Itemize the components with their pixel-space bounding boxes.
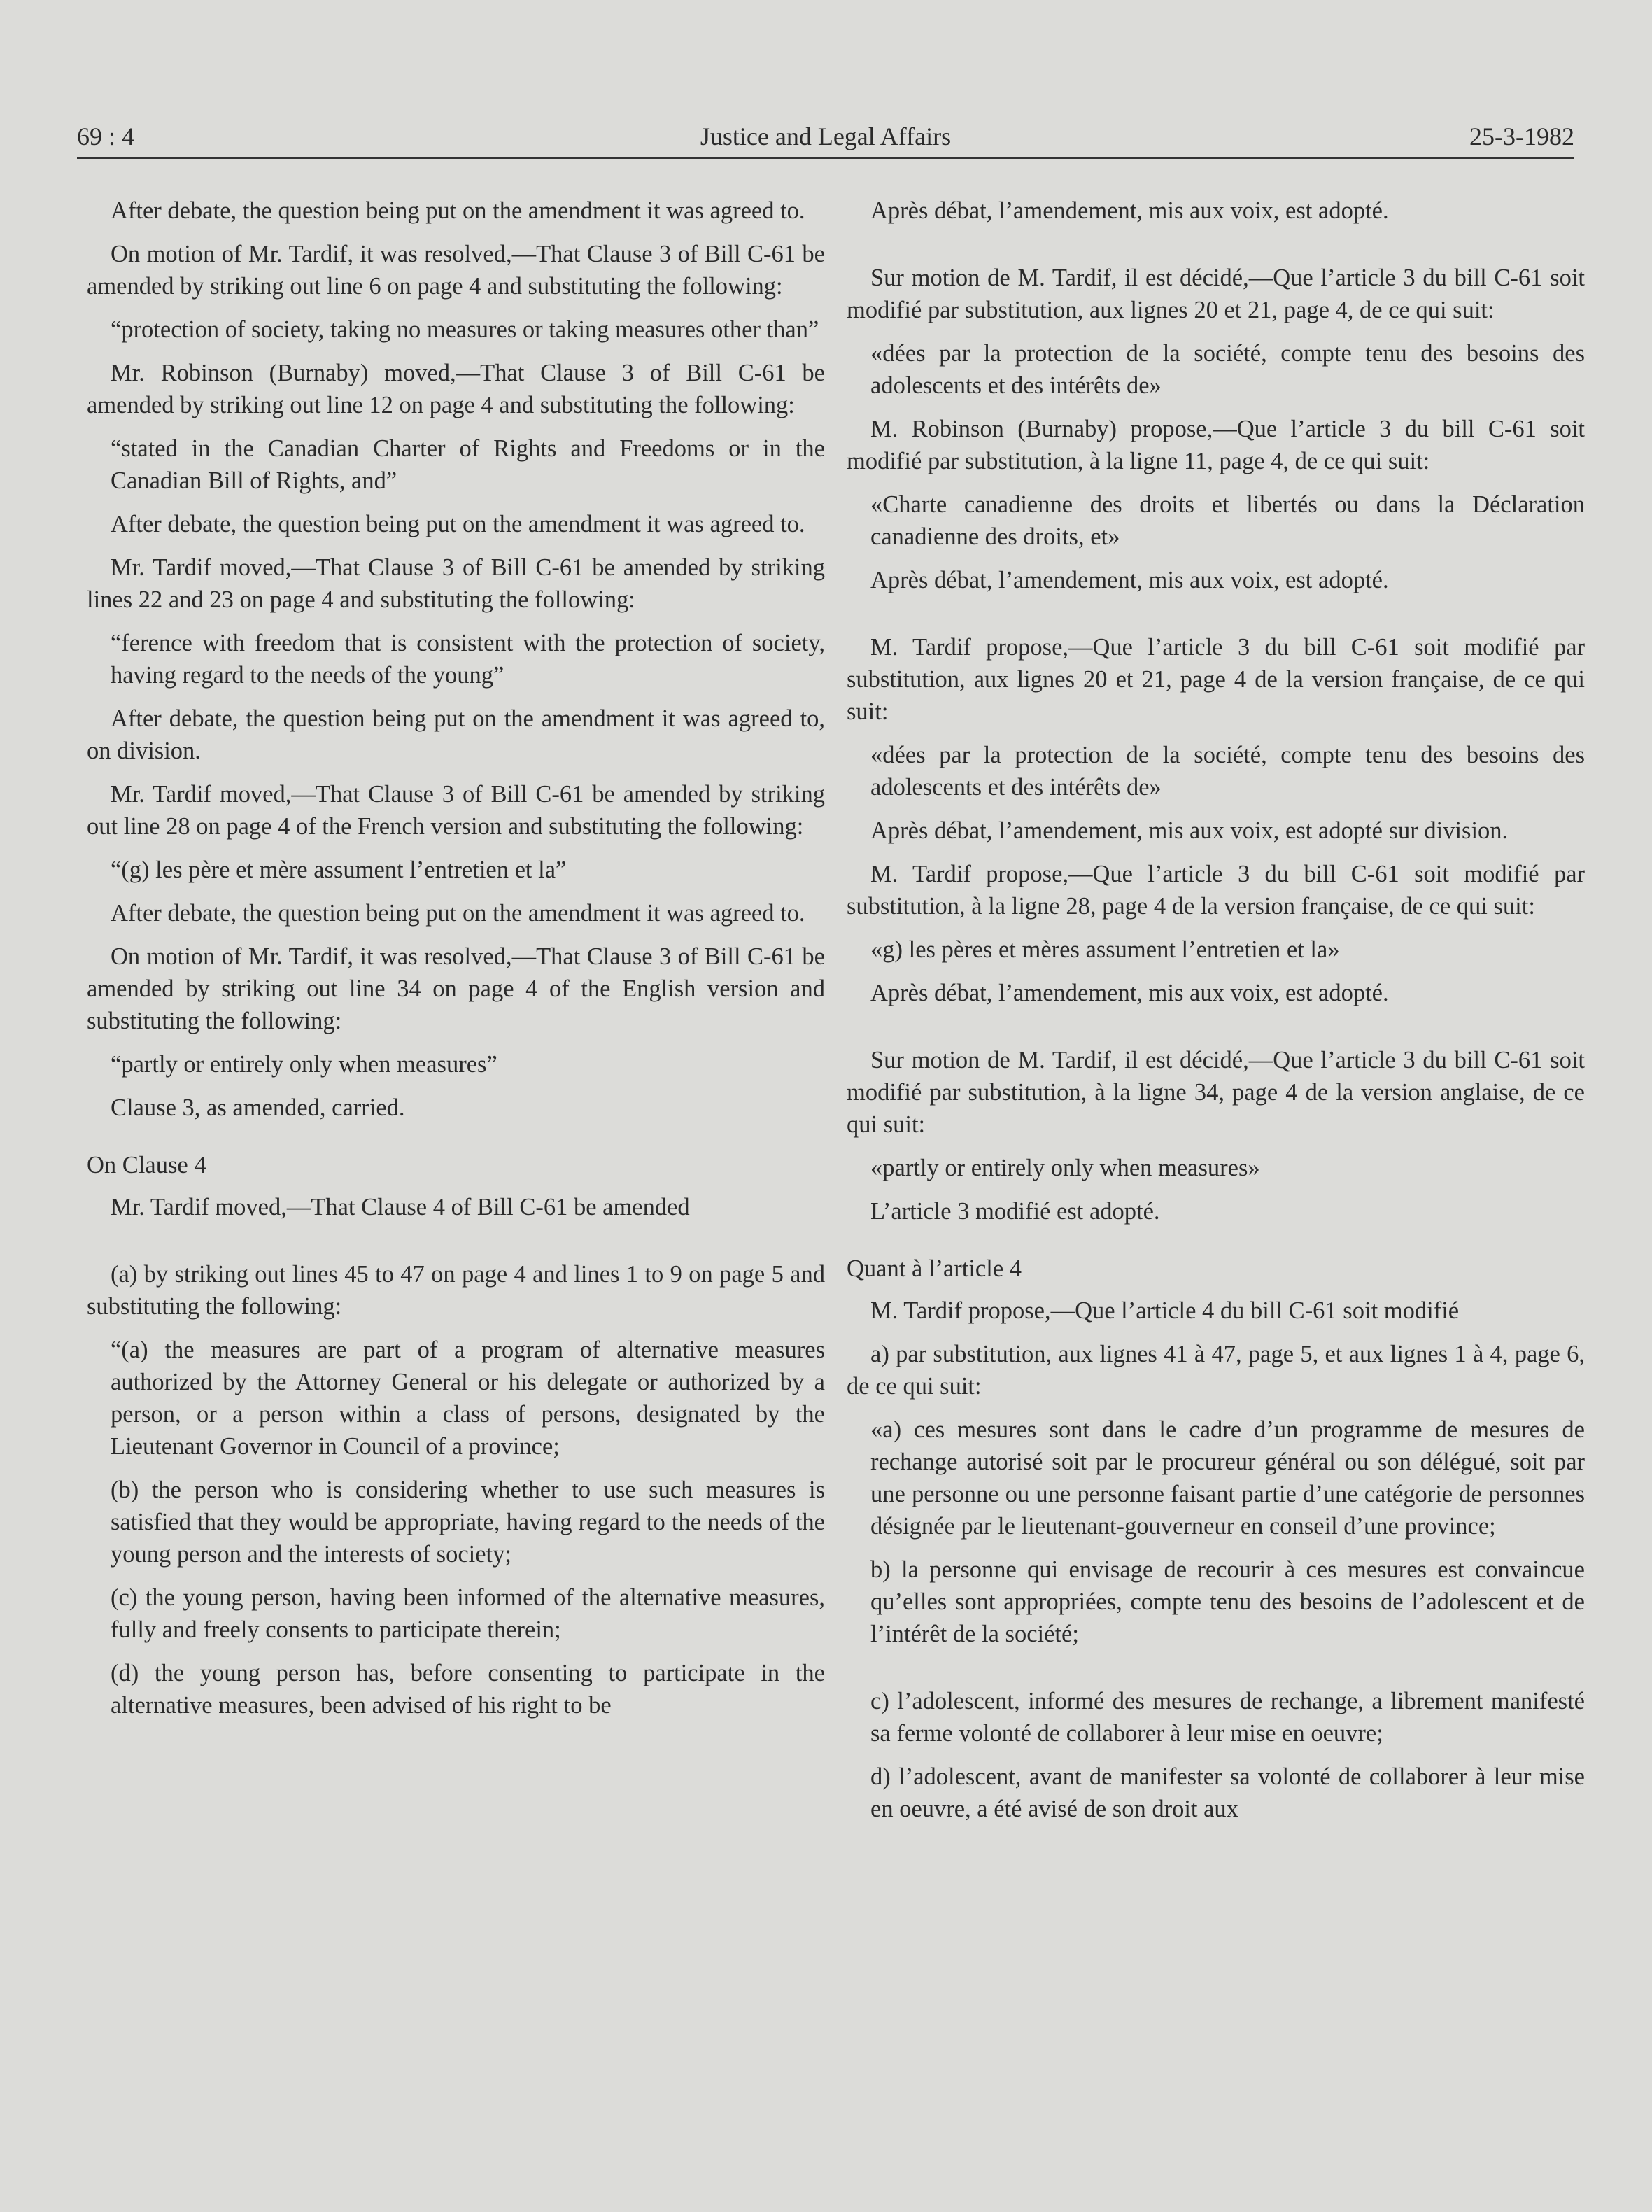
spacer <box>87 1234 825 1258</box>
header-rule <box>77 157 1574 159</box>
english-column <box>87 195 825 1733</box>
paragraph: Sur motion de M. Tardif, il est décidé,—Que l’article 3 du bill C-61 soit modifié par substitution, à la ligne 34, page 4 de la version anglaise, de ce qui suit: <box>847 1047 1585 1138</box>
section-heading: On Clause 4 <box>87 1152 206 1178</box>
quoted-amendment: d) l’adolescent, avant de manifester sa volonté de collaborer à leur mise en oeuvre, a été avisé de son droit aux <box>870 1763 1585 1822</box>
paragraph: After debate, the question being put on the amendment it was agreed to, on division. <box>87 705 825 764</box>
quoted-amendment: (d) the young person has, before consenting to participate in the alternative measures, been advised of his right to be <box>111 1660 825 1719</box>
spacer <box>847 1020 1585 1044</box>
quoted-amendment: «partly or entirely only when measures» <box>870 1155 1260 1181</box>
quoted-amendment: “(g) les père et mère assument l’entretien et la” <box>111 857 567 883</box>
spacer <box>847 607 1585 631</box>
quoted-amendment: “stated in the Canadian Charter of Rights and Freedoms or in the Canadian Bill of Rights, and” <box>111 435 825 494</box>
paragraph: Mr. Tardif moved,—That Clause 3 of Bill C-61 be amended by striking out line 28 on page 4 of the French version and substituting the following: <box>87 781 825 840</box>
quoted-amendment: L’article 3 modifié est adopté. <box>870 1198 1160 1225</box>
paragraph: M. Tardif propose,—Que l’article 3 du bill C-61 soit modifié par substitution, aux lignes 20 et 21, page 4 de la version française, de ce qui suit: <box>847 634 1585 725</box>
section-heading: Quant à l’article 4 <box>847 1255 1022 1282</box>
quoted-amendment: “protection of society, taking no measures or taking measures other than” <box>111 316 819 343</box>
paragraph: (a) by striking out lines 45 to 47 on page 4 and lines 1 to 9 on page 5 and substituting the following: <box>87 1261 825 1320</box>
page-header <box>77 119 1574 154</box>
header-date: 25-3-1982 <box>1469 122 1574 150</box>
quoted-amendment: «dées par la protection de la société, compte tenu des besoins des adolescents et des intérêts de» <box>870 742 1585 801</box>
quoted-amendment: «a) ces mesures sont dans le cadre d’un programme de mesures de rechange autorisé soit par le procureur général ou son délégué, soit par une personne ou une personne faisant partie d’une catégorie de personnes désignée par le lieutenant-gouverneur en conseil d’une province; <box>870 1416 1585 1540</box>
paragraph: After debate, the question being put on the amendment it was agreed to. <box>111 511 805 537</box>
paragraph: Mr. Robinson (Burnaby) moved,—That Clause 3 of Bill C-61 be amended by striking out line 12 on page 4 and substituting the following: <box>87 360 825 418</box>
paragraph: M. Robinson (Burnaby) propose,—Que l’article 3 du bill C-61 soit modifié par substitution, à la ligne 11, page 4, de ce qui suit: <box>847 416 1585 474</box>
quoted-amendment: b) la personne qui envisage de recourir à ces mesures est convaincue qu’elles sont appropriées, compte tenu des besoins de l’adolescent et de l’intérêt de la société; <box>870 1556 1585 1647</box>
spacer <box>847 1239 1585 1253</box>
french-column <box>847 195 1585 1836</box>
quoted-amendment: c) l’adolescent, informé des mesures de rechange, a librement manifesté sa ferme volonté de collaborer à leur mise en oeuvre; <box>870 1688 1585 1747</box>
quoted-amendment: “ference with freedom that is consistent with the protection of society, having regard to the needs of the young” <box>111 630 825 689</box>
paragraph: M. Tardif propose,—Que l’article 4 du bill C-61 soit modifié <box>870 1297 1460 1324</box>
page-number: 69 : 4 <box>77 122 135 150</box>
quoted-amendment: «Charte canadienne des droits et libertés ou dans la Déclaration canadienne des droits, et» <box>870 491 1585 550</box>
spacer <box>87 1135 825 1149</box>
paragraph: Après débat, l’amendement, mis aux voix, est adopté sur division. <box>870 817 1509 844</box>
paragraph: Sur motion de M. Tardif, il est décidé,—Que l’article 3 du bill C-61 soit modifié par substitution, aux lignes 20 et 21, page 4, de ce qui suit: <box>847 265 1585 323</box>
paragraph: a) par substitution, aux lignes 41 à 47, page 5, et aux lignes 1 à 4, page 6, de ce qui suit: <box>847 1341 1585 1400</box>
paragraph: On motion of Mr. Tardif, it was resolved,—That Clause 3 of Bill C-61 be amended by striking out line 34 on page 4 of the English version and substituting the following: <box>87 943 825 1034</box>
paragraph: Après débat, l’amendement, mis aux voix, est adopté. <box>870 567 1389 593</box>
paragraph: Mr. Tardif moved,—That Clause 4 of Bill C-61 be amended <box>111 1194 690 1220</box>
quoted-amendment: «g) les pères et mères assument l’entretien et la» <box>870 936 1340 963</box>
paragraph: Mr. Tardif moved,—That Clause 3 of Bill C-61 be amended by striking lines 22 and 23 on page 4 and substituting the following: <box>87 554 825 613</box>
spacer <box>847 1661 1585 1685</box>
paragraph: Clause 3, as amended, carried. <box>111 1094 405 1121</box>
quoted-amendment: (c) the young person, having been informed of the alternative measures, fully and freely consents to participate therein; <box>111 1584 825 1643</box>
paragraph: Après débat, l’amendement, mis aux voix, est adopté. <box>870 980 1389 1006</box>
paragraph: M. Tardif propose,—Que l’article 3 du bill C-61 soit modifié par substitution, à la ligne 28, page 4 de la version française, de ce qui suit: <box>847 861 1585 920</box>
running-title: Justice and Legal Affairs <box>700 122 952 150</box>
paragraph: After debate, the question being put on the amendment it was agreed to. <box>111 197 805 224</box>
quoted-amendment: “(a) the measures are part of a program of alternative measures authorized by the Attorney General or his delegate or authorized by a person, or a person within a class of persons, designated by the Lieutenant Governor in Council of a province; <box>111 1337 825 1460</box>
paragraph: On motion of Mr. Tardif, it was resolved,—That Clause 3 of Bill C-61 be amended by striking out line 6 on page 4 and substituting the following: <box>87 241 825 300</box>
paragraph: After debate, the question being put on the amendment it was agreed to. <box>111 900 805 927</box>
quoted-amendment: (b) the person who is considering whether to use such measures is satisfied that they would be appropriate, having regard to the needs of the young person and the interests of society; <box>111 1477 825 1568</box>
paragraph: Après débat, l’amendement, mis aux voix, est adopté. <box>870 197 1389 224</box>
quoted-amendment: «dées par la protection de la société, compte tenu des besoins des adolescents et des intérêts de» <box>870 340 1585 399</box>
quoted-amendment: “partly or entirely only when measures” <box>111 1051 497 1078</box>
spacer <box>847 238 1585 262</box>
